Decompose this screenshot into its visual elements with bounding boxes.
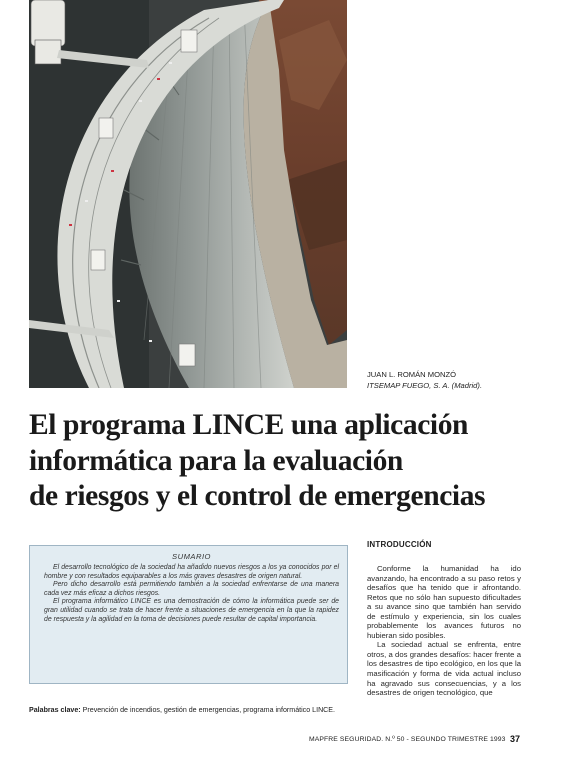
dam-aerial-photo xyxy=(29,0,347,388)
author-name: JUAN L. ROMÁN MONZÓ xyxy=(367,370,457,379)
page-number: 37 xyxy=(510,734,521,744)
body-paragraph: Conforme la humanidad ha ido avanzando, ha encontrado a su paso retos y desafíos que ha tenido que ir afrontando. Retos que no sólo han supuesto dificultades a su avance sino que también han servido de estímulo y experiencia, sin los cuales probablemente los avances futuros no hubieran sido posibles. xyxy=(367,564,521,640)
keywords-label: Palabras clave: xyxy=(29,706,81,714)
keywords xyxy=(29,706,354,715)
section-heading-introduccion: INTRODUCCIÓN xyxy=(367,540,432,549)
journal-footer: MAPFRE SEGURIDAD. N.º 50 - SEGUNDO TRIMESTRE 1993 xyxy=(309,736,506,743)
intro-body xyxy=(367,564,521,698)
keywords-text: Prevención de incendios, gestión de emergencias, programa informático LINCE. xyxy=(82,706,336,714)
summary-paragraph: Pero dicho desarrollo está permitiendo también a la sociedad enfrentarse de una manera cada vez más eficaz a dichos riesgos. xyxy=(44,581,339,597)
article-title xyxy=(29,408,549,515)
summary-paragraph: El programa informático LINCE es una demostración de cómo la informática puede ser de gran utilidad cuando se trata de hacer frente a situaciones de emergencia en la que la rapidez de respuesta y la agilidad en la toma de decisiones puede resultar de capital importancia. xyxy=(44,598,339,623)
title-line: El programa LINCE una aplicación xyxy=(29,409,469,441)
title-line: de riesgos y el control de emergencias xyxy=(29,480,486,512)
summary-box xyxy=(29,545,348,684)
summary-heading: SUMARIO xyxy=(172,552,211,561)
byline xyxy=(367,369,482,391)
summary-paragraph: El desarrollo tecnológico de la sociedad ha añadido nuevos riesgos a los ya conocidos por el hombre y con resultados equiparables a los más graves desastres de origen natural. xyxy=(44,564,339,580)
author-affiliation: ITSEMAP FUEGO, S. A. (Madrid). xyxy=(367,381,483,390)
title-line: informática para la evaluación xyxy=(29,444,403,477)
body-paragraph: La sociedad actual se enfrenta, entre otros, a dos grandes desafíos: hacer frente a los desastres de tipo ecológico, en los que la masificación y forma de vida actual incluso ha agravado sus consecuencias, y a los desastres de origen tecnológico, que xyxy=(367,640,521,698)
